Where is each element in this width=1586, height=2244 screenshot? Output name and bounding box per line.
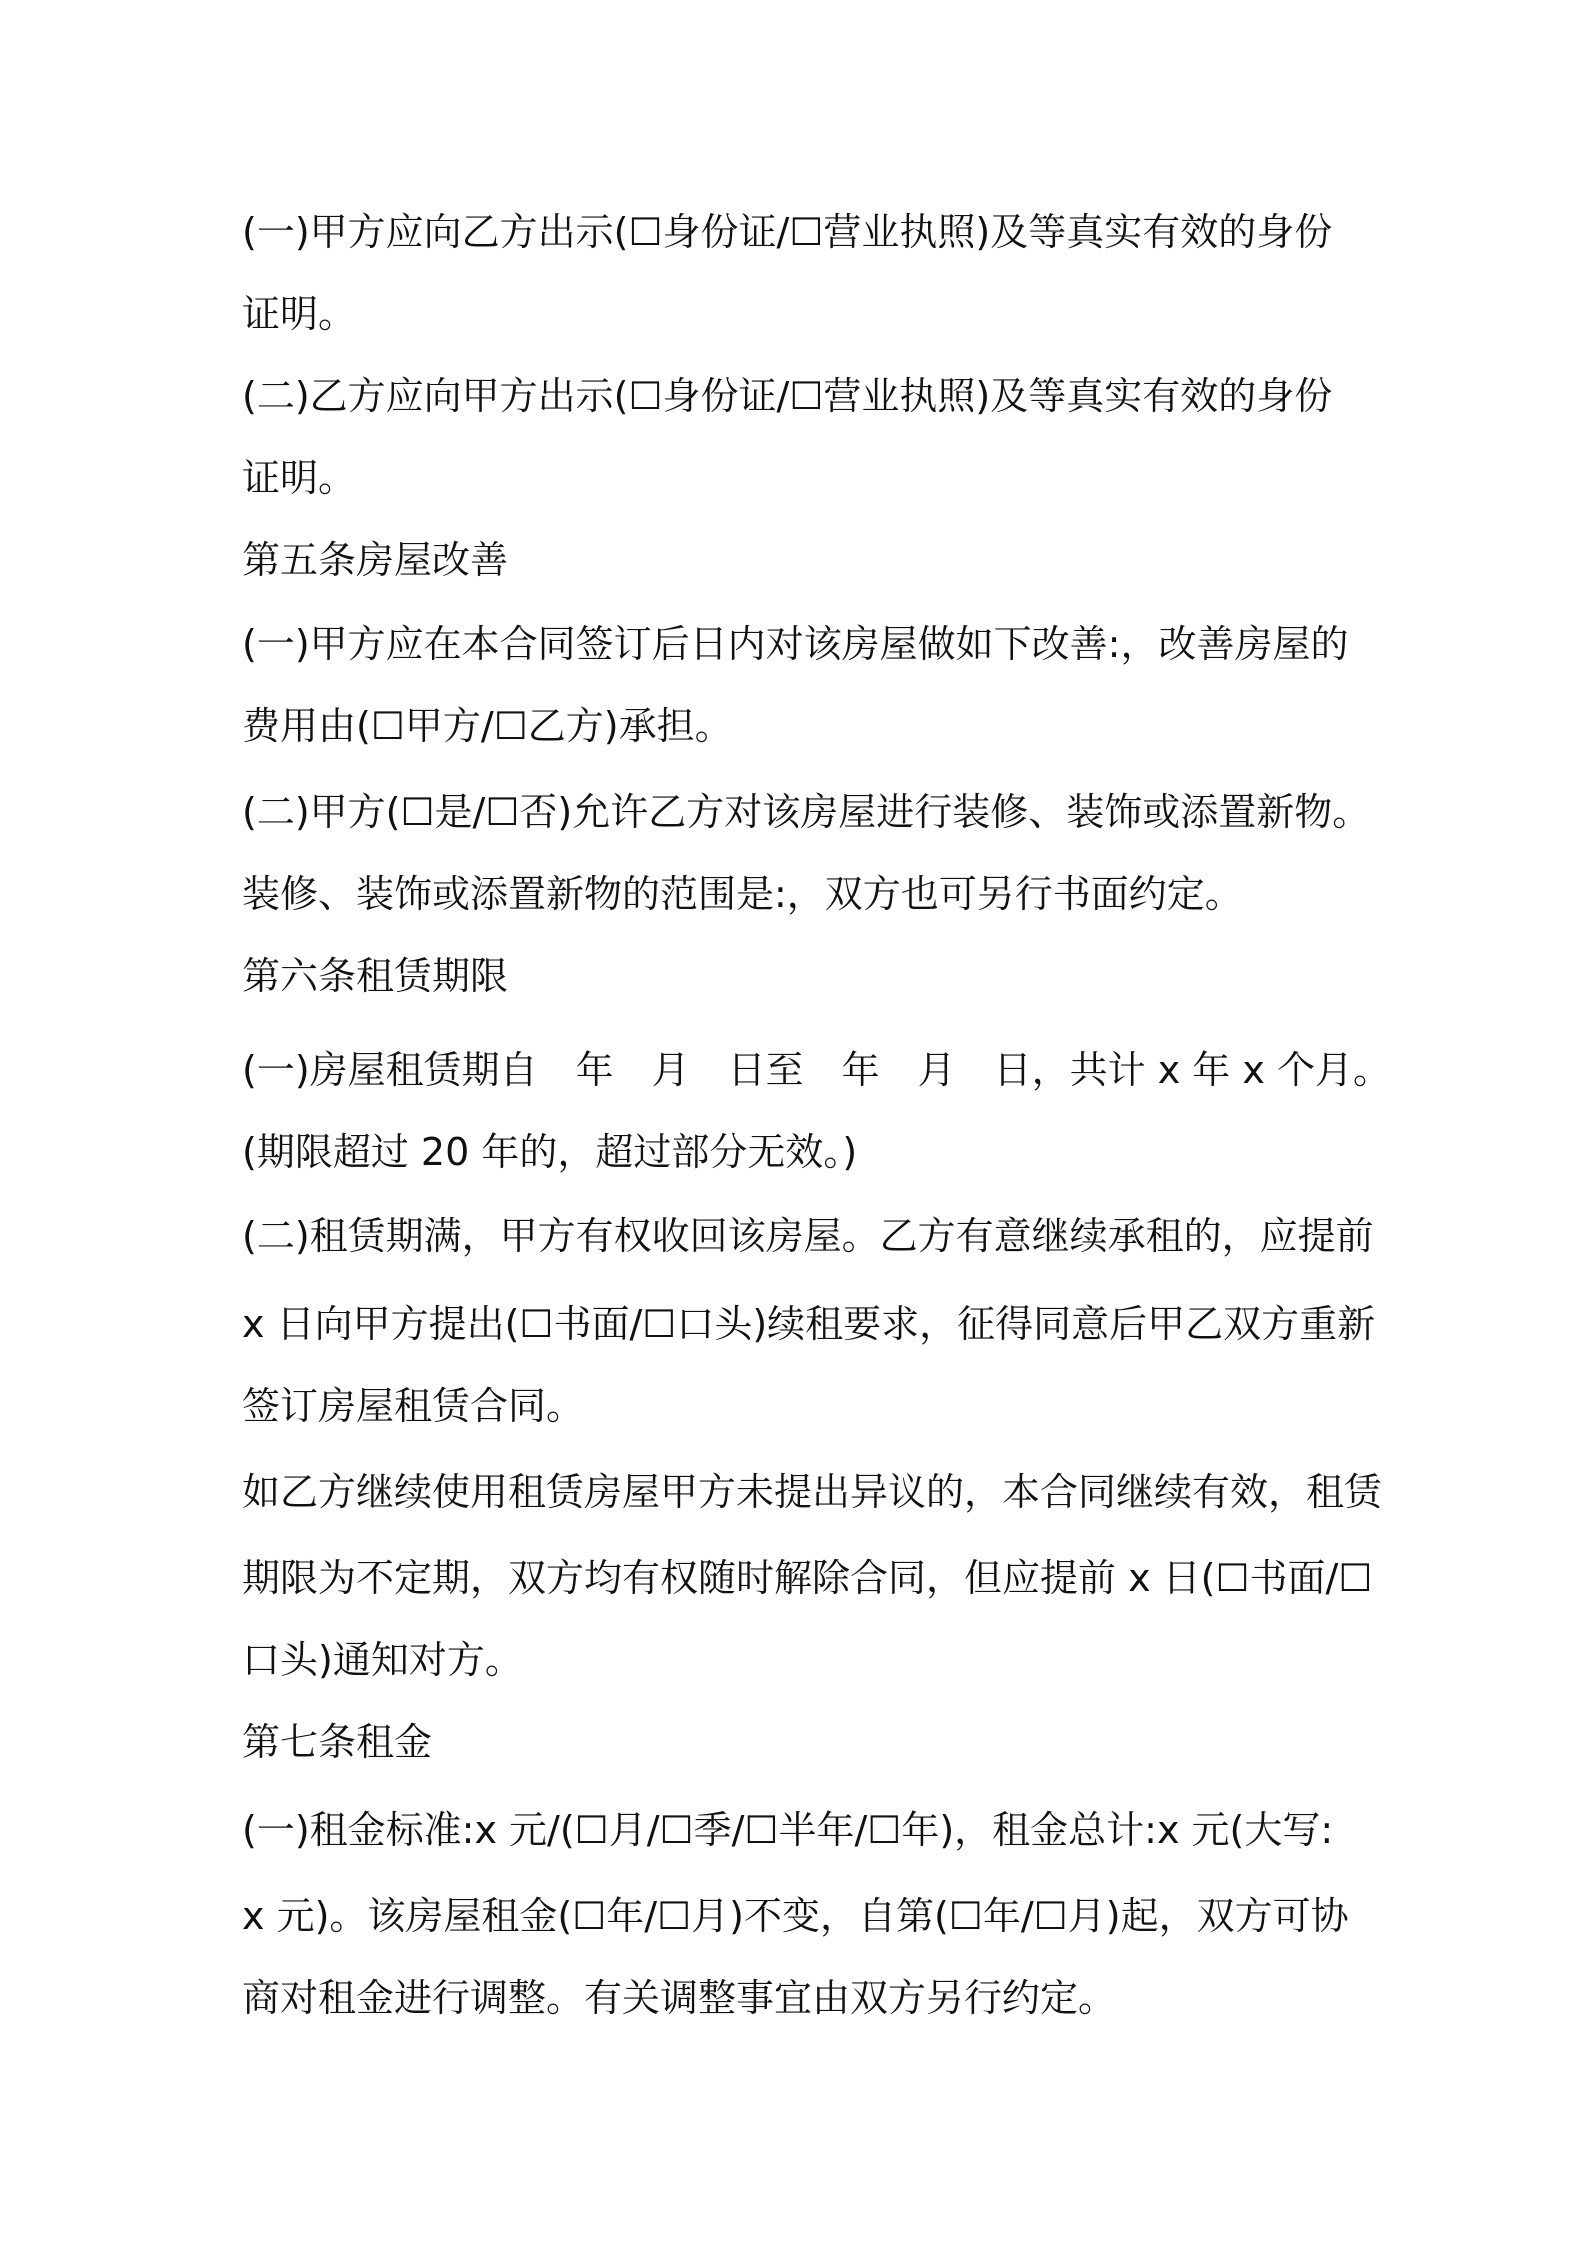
clause-6-item-2-line-3: 签订房屋租赁合同。 bbox=[242, 1384, 585, 1428]
clause-5-heading: 第五条房屋改善 bbox=[242, 538, 509, 582]
clause-5-item-1-line-1: (一)甲方应在本合同签订后日内对该房屋做如下改善:，改善房屋的 bbox=[242, 622, 1349, 666]
clause-6-item-2-line-1: (二)租赁期满，甲方有权收回该房屋。乙方有意继续承租的，应提前 bbox=[242, 1214, 1374, 1258]
clause-7-item-1-line-1: (一)租金标准:x 元/(☐月/☐季/☐半年/☐年)，租金总计:x 元(大写: bbox=[242, 1808, 1334, 1852]
clause-4-item-1-line-2: 证明。 bbox=[242, 292, 357, 336]
clause-6-note-line-1: 如乙方继续使用租赁房屋甲方未提出异议的，本合同继续有效，租赁 bbox=[242, 1470, 1383, 1514]
clause-7-item-1-line-3: 商对租金进行调整。有关调整事宜由双方另行约定。 bbox=[242, 1976, 1117, 2020]
clause-5-item-2-line-1: (二)甲方(☐是/☐否)允许乙方对该房屋进行装修、装饰或添置新物。 bbox=[242, 790, 1371, 834]
clause-4-item-2-line-1: (二)乙方应向甲方出示(☐身份证/☐营业执照)及等真实有效的身份 bbox=[242, 374, 1333, 418]
clause-4-item-1-line-1: (一)甲方应向乙方出示(☐身份证/☐营业执照)及等真实有效的身份 bbox=[242, 210, 1333, 254]
clause-4-item-2-line-2: 证明。 bbox=[242, 456, 357, 500]
clause-6-note-line-2: 期限为不定期，双方均有权随时解除合同，但应提前 x 日(☐书面/☐ bbox=[242, 1556, 1373, 1600]
clause-5-item-2-line-2: 装修、装饰或添置新物的范围是:，双方也可另行书面约定。 bbox=[242, 872, 1243, 916]
clause-5-item-1-line-2: 费用由(☐甲方/☐乙方)承担。 bbox=[242, 704, 733, 748]
clause-6-item-1-line-1: (一)房屋租赁期自 年 月 日至 年 月 日，共计 x 年 x 个月。 bbox=[242, 1048, 1391, 1092]
clause-6-heading: 第六条租赁期限 bbox=[242, 954, 509, 998]
clause-7-item-1-line-2: x 元)。该房屋租金(☐年/☐月)不变，自第(☐年/☐月)起，双方可协 bbox=[242, 1894, 1349, 1938]
clause-6-item-2-line-2: x 日向甲方提出(☐书面/☐口头)续租要求，征得同意后甲乙双方重新 bbox=[242, 1302, 1376, 1346]
clause-6-item-1-line-2: (期限超过 20 年的，超过部分无效。) bbox=[242, 1130, 858, 1174]
clause-6-note-line-3: 口头)通知对方。 bbox=[242, 1638, 523, 1682]
clause-7-heading: 第七条租金 bbox=[242, 1720, 433, 1764]
